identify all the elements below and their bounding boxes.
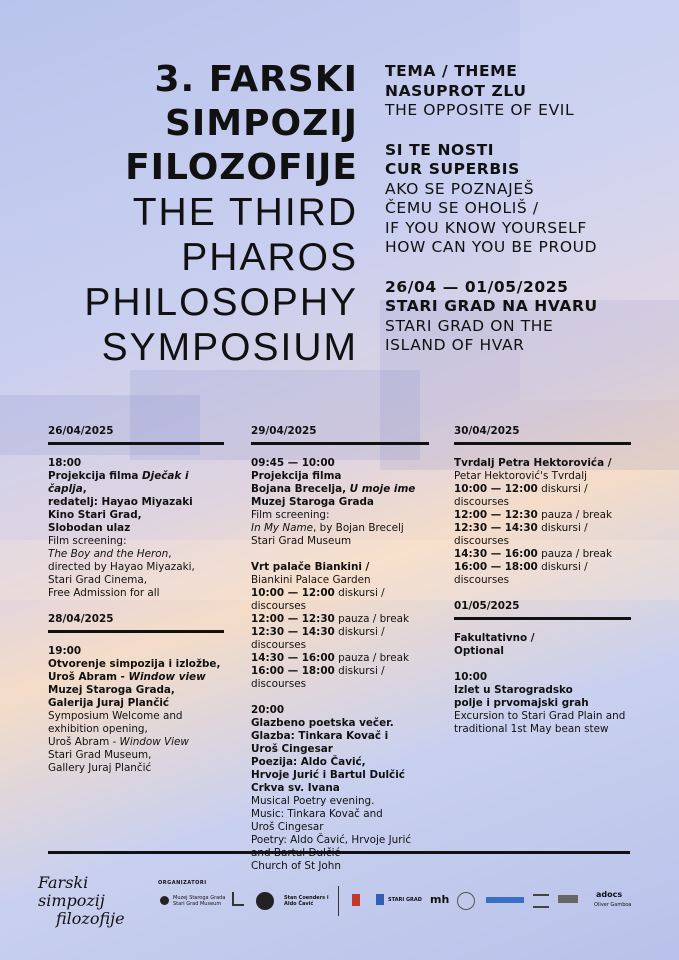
title-en-line-1: THE THIRD — [132, 191, 358, 234]
event-line: Uroš Cingesar — [251, 821, 324, 833]
event-line: Hrvoje Jurić i Bartul Dulčić — [251, 769, 405, 781]
event-line: Film screening: — [251, 509, 330, 521]
event-line: In My Name, by Bojan Brecelj — [251, 522, 404, 534]
title-hr-line-2: SIMPOZIJ — [164, 103, 358, 144]
sponsor-logos — [38, 868, 638, 938]
event-tvrdalj-discourses — [454, 457, 631, 587]
event-line: Bojana Brecelja, U moje ime — [251, 483, 416, 495]
event-line: directed by Hayao Miyazaki, — [48, 561, 195, 573]
schedule-column-3 — [454, 425, 631, 749]
town-logo-text: STARI GRAD — [388, 897, 422, 903]
event-line: Galerija Juraj Plančić — [48, 697, 170, 709]
slot: 12:00 — 12:30 pauza / break — [251, 613, 409, 625]
event-optional-label — [454, 632, 631, 658]
people-logo-text: Stan Coenders i Aldo Čavić — [284, 895, 329, 907]
event-line: Music: Tinkara Kovač and — [251, 808, 383, 820]
date-30-04: 30/04/2025 — [454, 425, 631, 445]
event-line: Optional — [454, 645, 504, 657]
event-line: Stari Grad Cinema, — [48, 574, 148, 586]
event-line: Muzej Staroga Grada, — [48, 684, 175, 696]
partner-logo-icon — [486, 897, 524, 903]
adocs-logo: adocs — [596, 890, 623, 899]
event-line: Uroš Abram - Window View — [48, 736, 189, 748]
event-line: Free Admission for all — [48, 587, 160, 599]
event-film-screening — [48, 457, 224, 600]
museum-logo-icon — [160, 896, 169, 905]
event-poetry-evening — [251, 704, 429, 873]
event-line: Musical Poetry evening. — [251, 795, 375, 807]
event-line: Otvorenje simpozija i izložbe, — [48, 658, 221, 670]
schedule-column-2 — [251, 425, 429, 886]
event-garden-discourses — [251, 561, 429, 691]
date-28-04: 28/04/2025 — [48, 613, 224, 633]
slot: 16:00 — 18:00 diskursi / discourses — [251, 665, 385, 690]
event-time: 18:00 — [48, 457, 82, 469]
event-line: Projekcija filma Dječak i čaplja, — [48, 470, 189, 495]
title-en-line-3: PHILOSOPHY — [84, 281, 358, 324]
event-time: 19:00 — [48, 645, 82, 657]
symposium-title — [40, 58, 358, 370]
theme-hr: NASUPROT ZLU — [385, 81, 527, 100]
event-line: Projekcija filma — [251, 470, 342, 482]
event-line: Kino Stari Grad, — [48, 509, 142, 521]
motto-hr-1: AKO SE POZNAJEŠ — [385, 179, 535, 198]
round-seal-icon — [256, 892, 274, 910]
event-line: Gallery Juraj Plančić — [48, 762, 152, 774]
theme-label: TEMA / THEME — [385, 62, 518, 80]
crest-icon — [457, 892, 475, 910]
theme-block — [385, 62, 665, 356]
slot: 16:00 — 18:00 diskursi / discourses — [454, 561, 588, 586]
event-line: Fakultativno / — [454, 632, 535, 644]
event-line: Excursion to Stari Grad Plain and — [454, 710, 626, 722]
motto-en-1: IF YOU KNOW YOURSELF — [385, 218, 587, 237]
event-line: Uroš Abram - Window view — [48, 671, 206, 683]
event-line: Poetry: Aldo Čavić, Hrvoje Jurić — [251, 834, 412, 846]
footer-divider — [48, 851, 630, 854]
slot: 12:00 — 12:30 pauza / break — [454, 509, 612, 521]
museum-logo-text: Muzej Staroga Grada Stari Grad Museum — [173, 895, 226, 907]
motto-latin-1: SI TE NOSTI — [385, 140, 495, 159]
event-line: Glazba: Tinkara Kovač i — [251, 730, 389, 742]
date-01-05: 01/05/2025 — [454, 600, 631, 620]
venue-hr: Tvrdalj Petra Hektorovića / — [454, 457, 612, 469]
slot: 12:30 — 14:30 diskursi / discourses — [251, 626, 385, 651]
publisher-logo-icon — [232, 892, 244, 906]
slot: 14:30 — 16:00 pauza / break — [454, 548, 612, 560]
place-hr: STARI GRAD NA HVARU — [385, 297, 598, 315]
event-line: redatelj: Hayao Miyazaki — [48, 496, 193, 508]
motto-latin-2: CUR SUPERBIS — [385, 160, 520, 178]
event-line: Muzej Staroga Grada — [251, 496, 374, 508]
event-time: 10:00 — [454, 671, 488, 683]
event-time: 20:00 — [251, 704, 285, 716]
event-film-in-my-name — [251, 457, 429, 548]
event-line: Church of St John — [251, 860, 341, 872]
event-line: The Boy and the Heron, — [48, 548, 172, 560]
event-line: Glazbeno poetska večer. — [251, 717, 394, 729]
event-time: 09:45 — 10:00 — [251, 457, 335, 469]
date-26-04: 26/04/2025 — [48, 425, 224, 445]
event-line: polje i prvomajski grah — [454, 697, 589, 709]
slot: 10:00 — 12:00 diskursi / discourses — [454, 483, 588, 508]
schedule-column-1 — [48, 425, 224, 788]
motto-en-2: HOW CAN YOU BE PROUD — [385, 238, 598, 256]
event-line: Stari Grad Museum — [251, 535, 352, 547]
event-line: traditional 1st May bean stew — [454, 723, 609, 735]
title-en-line-4: SYMPOSIUM — [101, 326, 358, 369]
title-en-line-2: PHAROS — [181, 236, 358, 279]
event-excursion — [454, 671, 631, 736]
place-en-2: ISLAND OF HVAR — [385, 336, 525, 354]
symposium-logo: Farski simpozij filozofije — [38, 873, 125, 928]
logo-separator — [338, 886, 339, 916]
event-line: Crkva sv. Ivana — [251, 782, 340, 794]
title-hr-line-3: FILOZOFIJE — [125, 147, 358, 188]
partner-logo-icon-2 — [533, 894, 549, 908]
event-line: Symposium Welcome and — [48, 710, 183, 722]
venue-en: Petar Hektorović's Tvrdalj — [454, 470, 588, 482]
title-hr-line-1: 3. FARSKI — [154, 59, 358, 100]
event-line: Slobodan ulaz — [48, 522, 131, 534]
date-29-04: 29/04/2025 — [251, 425, 429, 445]
organizers-label: ORGANIZATORI — [158, 880, 207, 886]
event-line: Film screening: — [48, 535, 127, 547]
slot: 12:30 — 14:30 diskursi / discourses — [454, 522, 588, 547]
place-en-1: STARI GRAD ON THE — [385, 316, 554, 335]
event-line: Izlet u Starogradsko — [454, 684, 573, 696]
slot: 10:00 — 12:00 diskursi / discourses — [251, 587, 385, 612]
event-line: Uroš Cingesar — [251, 743, 333, 755]
motto-hr-2: ČEMU SE OHOLIŠ / — [385, 199, 539, 217]
theme-en: THE OPPOSITE OF EVIL — [385, 101, 575, 119]
slot: 14:30 — 16:00 pauza / break — [251, 652, 409, 664]
event-line: exhibition opening, — [48, 723, 148, 735]
venue-en: Biankini Palace Garden — [251, 574, 371, 586]
mh-logo: mh — [430, 893, 450, 906]
event-opening — [48, 645, 224, 775]
adocs-sub: Oliver Gamboa — [594, 902, 632, 908]
event-line: Stari Grad Museum, — [48, 749, 152, 761]
event-line: Poezija: Aldo Čavić, — [251, 756, 366, 768]
event-dates: 26/04 — 01/05/2025 — [385, 277, 569, 296]
town-arms-icon — [376, 894, 384, 905]
coat-of-arms-icon — [352, 894, 360, 906]
venue-hr: Vrt palače Biankini / — [251, 561, 370, 573]
partner-logo-icon-3 — [558, 895, 578, 903]
